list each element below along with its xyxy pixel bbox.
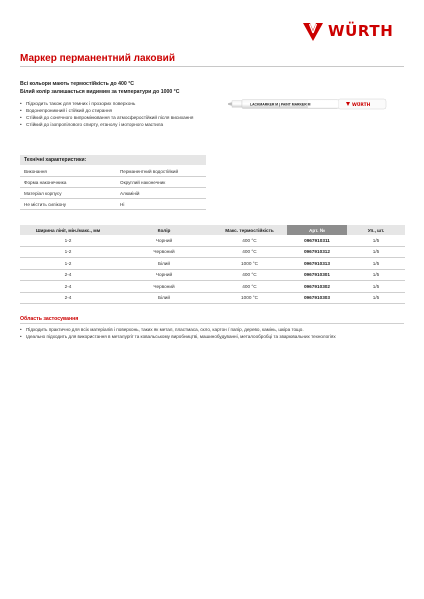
product-label: LACKMARKER M | PAINT MARKER M bbox=[250, 102, 311, 107]
cell-art-no: 0967910312 bbox=[287, 246, 347, 258]
table-header-row bbox=[20, 225, 405, 235]
subtitle-line-1: Всі кольори мають термостійкість до 400 °С bbox=[20, 81, 135, 87]
feature-item: • Водонепроникний і стійкий до стирання bbox=[20, 107, 228, 114]
cell-color: Червоний bbox=[116, 281, 212, 293]
cell-line-width: 2-4 bbox=[20, 292, 116, 304]
spec-value: Округлий наконечник bbox=[116, 177, 206, 188]
product-brand: WÜRTH bbox=[352, 102, 371, 108]
table-row bbox=[20, 177, 206, 188]
wurth-logo-mark-icon bbox=[302, 20, 324, 42]
cell-max-temp: 1000 °C bbox=[212, 258, 287, 270]
cell-pack: 1/5 bbox=[347, 235, 405, 246]
feature-item: • Стійкий до сонячного випромінювання та атмосферостійкий після висихання bbox=[20, 114, 228, 121]
cell-max-temp: 400 °C bbox=[212, 246, 287, 258]
col-header-color: Колір bbox=[116, 225, 212, 235]
page-title: Маркер перманентний лаковий bbox=[20, 53, 175, 64]
specs-table bbox=[20, 166, 206, 210]
cell-pack: 1/5 bbox=[347, 281, 405, 293]
application-list bbox=[20, 326, 410, 340]
subtitle-line-2: Білий колір залишається видимим за температури до 1000 °С bbox=[20, 89, 180, 95]
spec-value: Ні bbox=[116, 199, 206, 210]
cell-color: Чорний bbox=[116, 269, 212, 281]
cell-pack: 1/5 bbox=[347, 292, 405, 304]
cell-max-temp: 400 °C bbox=[212, 281, 287, 293]
application-item: • Ідеально підходить для використання в металургії та ковальському виробництві, машинобудуванні, металообробці та зварювальних технологіях bbox=[20, 333, 410, 340]
cell-color: Червоний bbox=[116, 246, 212, 258]
feature-item: • Підходить також для темних і прозорих поверхонь bbox=[20, 100, 228, 107]
cell-art-no: 0967910303 bbox=[287, 292, 347, 304]
cell-color: Білий bbox=[116, 258, 212, 270]
cell-line-width: 1-2 bbox=[20, 258, 116, 270]
table-row bbox=[20, 292, 405, 304]
table-row bbox=[20, 235, 405, 246]
specs-heading: Технічні характеристики: bbox=[20, 155, 206, 165]
wurth-logo bbox=[302, 20, 393, 42]
cell-color: Чорний bbox=[116, 235, 212, 246]
col-header-max-temp: Макс. термостійкість bbox=[212, 225, 287, 235]
spec-key: Матеріал корпусу bbox=[20, 188, 116, 199]
feature-item: • Стійкий до ізопропілового спирту, етанолу і моторного мастила bbox=[20, 121, 228, 128]
application-item: • Підходить практично для всіх матеріалів і поверхонь, таких як метал, пластмаса, скло, картон / папір, дерево, камінь, шкіра тощо. bbox=[20, 326, 410, 333]
table-row bbox=[20, 246, 405, 258]
table-row bbox=[20, 258, 405, 270]
order-table bbox=[20, 225, 405, 304]
spec-key: Виконання bbox=[20, 166, 116, 177]
cell-line-width: 2-4 bbox=[20, 281, 116, 293]
spec-value: Алюміній bbox=[116, 188, 206, 199]
spec-value: Перманентний водостійкий bbox=[116, 166, 206, 177]
cell-pack: 1/5 bbox=[347, 269, 405, 281]
feature-list bbox=[20, 100, 228, 128]
cell-pack: 1/5 bbox=[347, 258, 405, 270]
brand-name: WÜRTH bbox=[328, 22, 394, 40]
cell-max-temp: 1000 °C bbox=[212, 292, 287, 304]
application-divider bbox=[20, 323, 404, 324]
table-row bbox=[20, 269, 405, 281]
cell-pack: 1/5 bbox=[347, 246, 405, 258]
cell-max-temp: 400 °C bbox=[212, 235, 287, 246]
cell-art-no: 0967910313 bbox=[287, 258, 347, 270]
cell-art-no: 0967910302 bbox=[287, 281, 347, 293]
table-row bbox=[20, 281, 405, 293]
cell-art-no: 0967910311 bbox=[287, 235, 347, 246]
cell-line-width: 1-2 bbox=[20, 235, 116, 246]
col-header-line-width: Ширина лінії, мін./макс., мм bbox=[20, 225, 116, 235]
cell-art-no: 0967910301 bbox=[287, 269, 347, 281]
table-row bbox=[20, 199, 206, 210]
application-heading: Область застосування bbox=[20, 316, 79, 322]
cell-line-width: 2-4 bbox=[20, 269, 116, 281]
col-header-art-no: Арт. № bbox=[287, 225, 347, 235]
cell-color: Білий bbox=[116, 292, 212, 304]
title-divider bbox=[20, 66, 404, 67]
spec-key: Форма наконечника bbox=[20, 177, 116, 188]
subtitle bbox=[20, 80, 180, 96]
col-header-pack: Уп., шт. bbox=[347, 225, 405, 235]
cell-max-temp: 400 °C bbox=[212, 269, 287, 281]
spec-key: Не містить силікону bbox=[20, 199, 116, 210]
table-row bbox=[20, 188, 206, 199]
product-image bbox=[228, 97, 388, 111]
cell-line-width: 1-2 bbox=[20, 246, 116, 258]
table-row bbox=[20, 166, 206, 177]
